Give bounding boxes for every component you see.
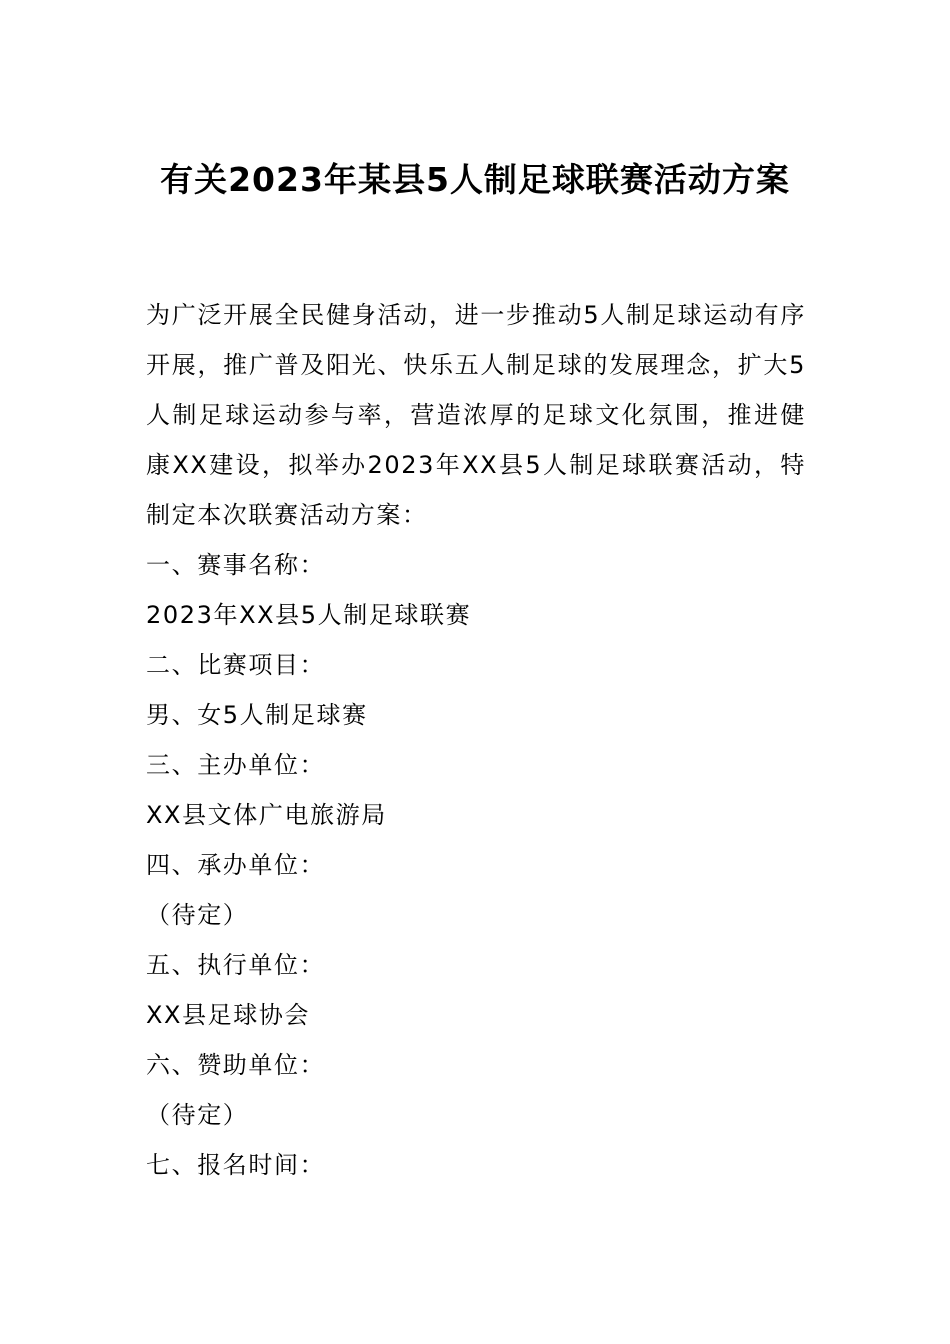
- section-content-undertaker: （待定）: [146, 901, 249, 929]
- section-heading-sponsor: 六、赞助单位：: [146, 1051, 326, 1079]
- section-content-organizer: XX县文体广电旅游局: [146, 801, 387, 829]
- section-content-sponsor: （待定）: [146, 1101, 249, 1129]
- section-heading-registration-time: 七、报名时间：: [146, 1151, 326, 1179]
- section-heading-undertaker: 四、承办单位：: [146, 851, 326, 879]
- intro-paragraph: 为广泛开展全民健身活动，进一步推动5人制足球运动有序开展，推广普及阳光、快乐五人制足球的发展理念，扩大5人制足球运动参与率，营造浓厚的足球文化氛围，推进健康XX建设，拟举办2023年XX县5人制足球联赛活动，特制定本次联赛活动方案：: [146, 301, 806, 529]
- document-title: 有关2023年某县5人制足球联赛活动方案: [160, 160, 790, 199]
- section-content-event-items: 男、女5人制足球赛: [146, 701, 368, 729]
- section-content-executor: XX县足球协会: [146, 1001, 311, 1029]
- document-body: [146, 290, 806, 1190]
- section-heading-event-name: 一、赛事名称：: [146, 551, 326, 579]
- section-heading-organizer: 三、主办单位：: [146, 751, 326, 779]
- section-heading-executor: 五、执行单位：: [146, 951, 326, 979]
- section-content-event-name: 2023年XX县5人制足球联赛: [146, 601, 472, 629]
- section-heading-event-items: 二、比赛项目：: [146, 651, 326, 679]
